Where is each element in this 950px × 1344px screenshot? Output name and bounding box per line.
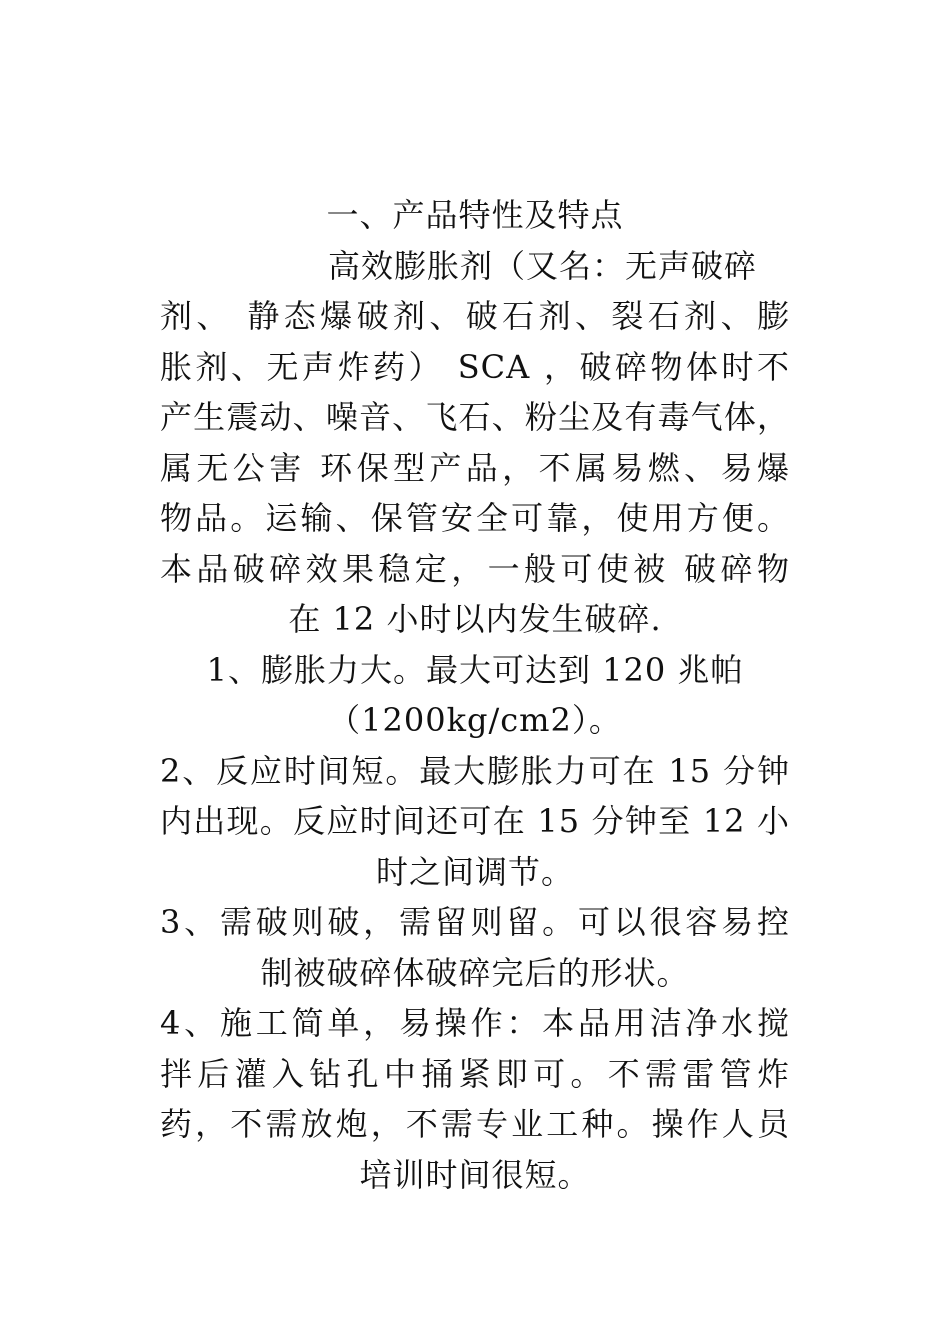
intro-line: 胀剂、无声炸药） SCA ，破碎物体时不: [160, 347, 790, 386]
feature-line: 拌后灌入钻孔中捅紧即可。不需雷管炸: [160, 1054, 790, 1093]
intro-line: 在 12 小时以内发生破碎.: [288, 600, 662, 638]
feature-item-4: [160, 998, 790, 1200]
feature-line: 3、需破则破，需留则留。可以很容易控: [160, 903, 790, 941]
feature-line: 培训时间很短。: [359, 1155, 591, 1194]
feature-item-2: [160, 746, 790, 898]
intro-line: 本品破碎效果稳定，一般可使被 破碎物: [160, 549, 790, 588]
feature-line: （1200kg/cm2）。: [328, 701, 622, 739]
feature-item-1: [160, 645, 790, 746]
feature-line: 1、膨胀力大。最大可达到 120 兆帕: [206, 650, 744, 689]
feature-line: 制被破碎体破碎完后的形状。: [260, 953, 690, 992]
intro-line: 剂、 静态爆破剂、破石剂、裂石剂、膨: [160, 297, 790, 335]
intro-line: 属无公害 环保型产品，不属易燃、易爆: [160, 448, 790, 487]
feature-line: 药，不需放炮，不需专业工种。操作人员: [160, 1105, 790, 1143]
intro-line: 高效膨胀剂（又名：无声破碎: [328, 246, 758, 285]
feature-line: 时之间调节。: [375, 852, 574, 891]
section-heading: 一、产品特性及特点: [326, 196, 624, 234]
intro-paragraph: [160, 241, 790, 645]
document-body: [160, 190, 790, 1200]
feature-item-3: [160, 897, 790, 998]
feature-line: 4、施工简单，易操作：本品用洁净水搅: [160, 1004, 790, 1042]
feature-line: 内出现。反应时间还可在 15 分钟至 12 小: [160, 802, 790, 840]
intro-line: 物品。运输、保管安全可靠，使用方便。: [160, 499, 790, 537]
intro-line: 产生震动、噪音、飞石、粉尘及有毒气体，: [160, 398, 790, 436]
feature-line: 2、反应时间短。最大膨胀力可在 15 分钟: [160, 751, 790, 790]
